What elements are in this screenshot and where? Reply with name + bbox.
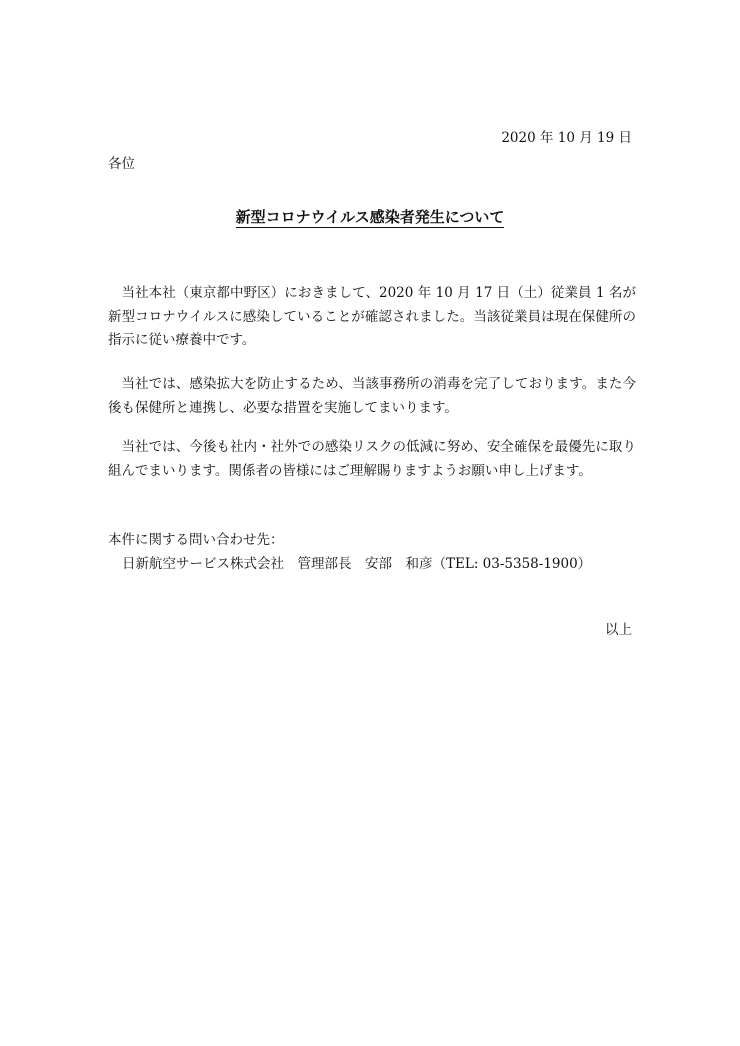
document-date: 2020 年 10 月 19 日 [501, 130, 632, 146]
closing-mark: 以上 [605, 622, 632, 638]
contact-label: 本件に関する問い合わせ先： [108, 532, 284, 548]
paragraph-measures: 当社では、感染拡大を防止するため、当該事務所の消毒を完了しております。また今後も保健所と連携し、必要な措置を実施してまいります。 [108, 376, 636, 416]
paragraph-incident: 当社本社（東京都中野区）におきまして、2020 年 10 月 17 日（土）従業員 1 名が新型コロナウイルスに感染していることが確認されました。当該従業員は現在保健所の指示に従い療養中です。 [108, 285, 636, 348]
contact-details: 日新航空サービス株式会社 管理部長 安部 和彦（TEL: 03-5358-1900） [122, 556, 592, 572]
addressee: 各位 [108, 156, 135, 172]
document-title [0, 206, 740, 227]
document-title-text: 新型コロナウイルス感染者発生について [235, 208, 505, 226]
paragraph-commitment: 当社では、今後も社内・社外での感染リスクの低減に努め、安全確保を最優先に取り組んでまいります。関係者の皆様にはご理解賜りますようお願い申し上げます。 [108, 439, 636, 479]
